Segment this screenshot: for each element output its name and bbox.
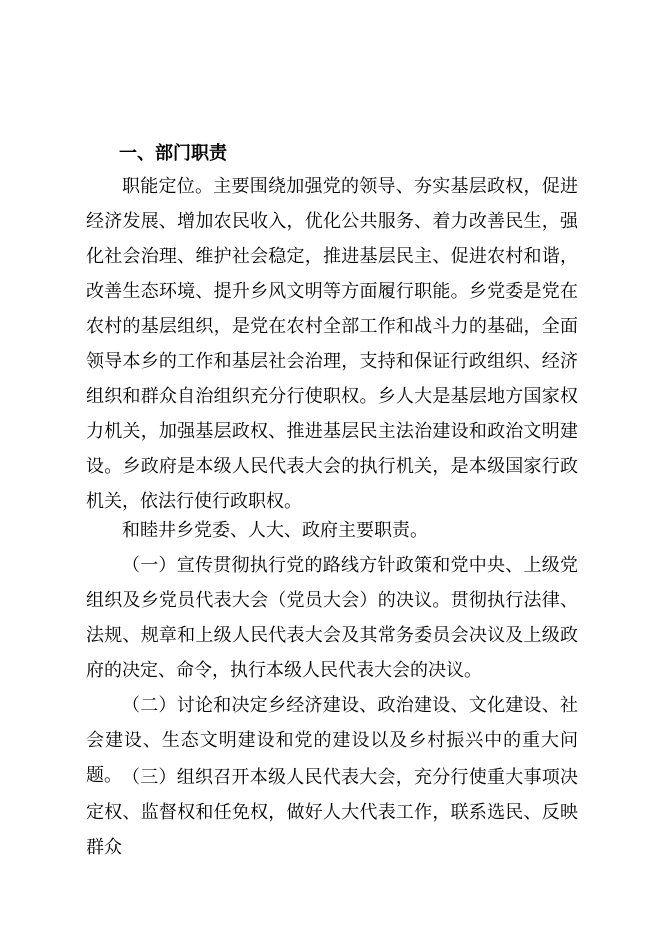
paragraph-duty-1: （一）宣传贯彻执行党的路线方针政策和党中央、上级党组织及乡党员代表大会（党员大会）的决议。贯彻执行法律、法规、规章和上级人民代表大会及其常务委员会决议及上级政府的决定、命令，执行本级人民代表大会的决议。 — [86, 555, 578, 681]
section-heading: 一、部门职责 — [119, 143, 227, 164]
paragraph-main-duties-intro: 和睦井乡党委、人大、政府主要职责。 — [122, 520, 428, 541]
paragraph-function-positioning: 职能定位。主要围绕加强党的领导、夯实基层政权，促进经济发展、增加农民收入，优化公共服务、着力改善民生，强化社会治理、维护社会稳定，推进基层民主、促进农村和谐，改善生态环境、提升乡风文明等方面履行职能。乡党委是党在农村的基层组织，是党在农村全部工作和战斗力的基础，全面领导本乡的工作和基层社会治理，支持和保证行政组织、经济组织和群众自治组织充分行使职权。乡人大是基层地方国家权力机关，加强基层政权、推进基层民主法治建设和政治文明建设。乡政府是本级人民代表大会的执行机关，是本级国家行政机关，依法行使行政职权。 — [86, 176, 578, 512]
paragraph-duty-2: （二）讨论和决定乡经济建设、政治建设、文化建设、社会建设、生态文明建设和党的建设以及乡村振兴中的重大问题。 — [86, 695, 578, 786]
paragraph-duty-3: （三）组织召开本级人民代表大会，充分行使重大事项决定权、监督权和任免权，做好人大代表工作，联系选民、反映群众 — [86, 767, 578, 858]
